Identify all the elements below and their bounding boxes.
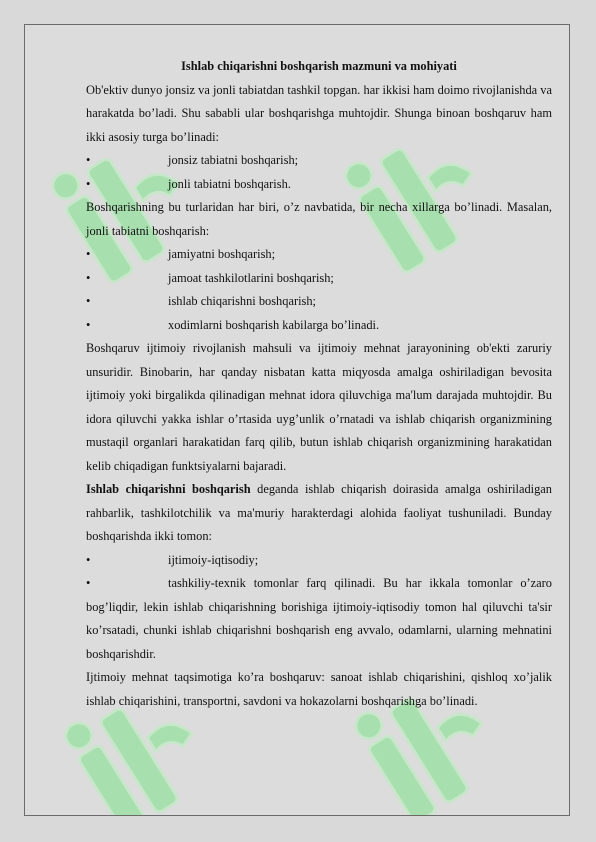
page-title: Ishlab chiqarishni boshqarish mazmuni va mohiyati: [181, 59, 457, 73]
paragraph-boshqaruv: Boshqaruv ijtimoiy rivojlanish mahsuli va ijtimoiy mehnat jarayonining ob'ekti zaruriy unsuridir. Binobarin, har qanday nisbatan katta miqyosda amalga oshiriladigan bevosita ijtimoiy yoki birgalikda qilinadigan mehnat idora qiluvchiga ma'lum darajada muhtojdir. Bu idora qiluvchi yakka ishlar o’rtasida uyg’unlik o’rnatadi va ishlab chiqarish organizmining mustaqil organlari harakatidan farq qilib, butun ishlab chiqarish organizmining harakatidan kelib chiqadigan funktsiyalarni bajaradi.: [86, 341, 552, 473]
list-item: •tashkiliy-texnik tomonlar farq qilinadi. Bu har ikkala tomonlar o’zaro bog’liqdir, lekin ishlab chiqarishning borishiga ijtimoiy-iqtisodiy tomon hal qiluvchi ta'sir ko’rsatadi, chunki ishlab chiqarishni boshqarish eng avvalo, odamlarni, ularning mehnatini boshqarishdir.: [86, 572, 552, 666]
bullet-icon: [86, 290, 168, 314]
list-item: • jonli tabiatni boshqarish.: [86, 173, 552, 197]
bullet-icon: [86, 314, 168, 338]
document-body: [86, 55, 552, 713]
bullet-icon: [86, 267, 168, 291]
list-item: • xodimlarni boshqarish kabilarga bo’linadi.: [86, 314, 552, 338]
list-item: • ishlab chiqarishni boshqarish;: [86, 290, 552, 314]
list-item: • jamiyatni boshqarish;: [86, 243, 552, 267]
paragraph-types: Boshqarishning bu turlaridan har biri, o’z navbatida, bir necha xillarga bo’linadi. Masalan, jonli tabiatni boshqarish:: [86, 200, 552, 238]
paragraph-intro: Ob'ektiv dunyo jonsiz va jonli tabiatdan tashkil topgan. har ikkisi ham doimo rivojlanishda va harakatda bo’ladi. Shu sababli ular boshqarishga muhtojdir. Shunga binoan boshqaruv ham ikki asosiy turga bo’linadi:: [86, 82, 552, 144]
bullet-icon: [86, 243, 168, 267]
bullet-icon: [86, 572, 168, 596]
paragraph-division: Ijtimoiy mehnat taqsimotiga ko’ra boshqaruv: sanoat ishlab chiqarishini, qishloq xo’jalik ishlab chiqarishini, transportni, savdoni va hokazolarni boshqarishga bo’linadi.: [86, 670, 552, 708]
document-page: [24, 24, 570, 816]
paragraph-definition: Ishlab chiqarishni boshqarish deganda ishlab chiqarish doirasida amalga oshiriladigan rahbarlik, tashkilotchilik va ma'muriy harakterdagi alohida faoliyat tushuniladi. Bunday boshqarishda ikki tomon:: [86, 482, 552, 543]
bullet-icon: [86, 149, 168, 173]
list-item: • ijtimoiy-iqtisodiy;: [86, 549, 552, 573]
bullet-icon: [86, 549, 168, 573]
list-item: • jamoat tashkilotlarini boshqarish;: [86, 267, 552, 291]
list-item: • jonsiz tabiatni boshqarish;: [86, 149, 552, 173]
bullet-icon: [86, 173, 168, 197]
bold-term: Ishlab chiqarishni boshqarish: [86, 482, 251, 496]
